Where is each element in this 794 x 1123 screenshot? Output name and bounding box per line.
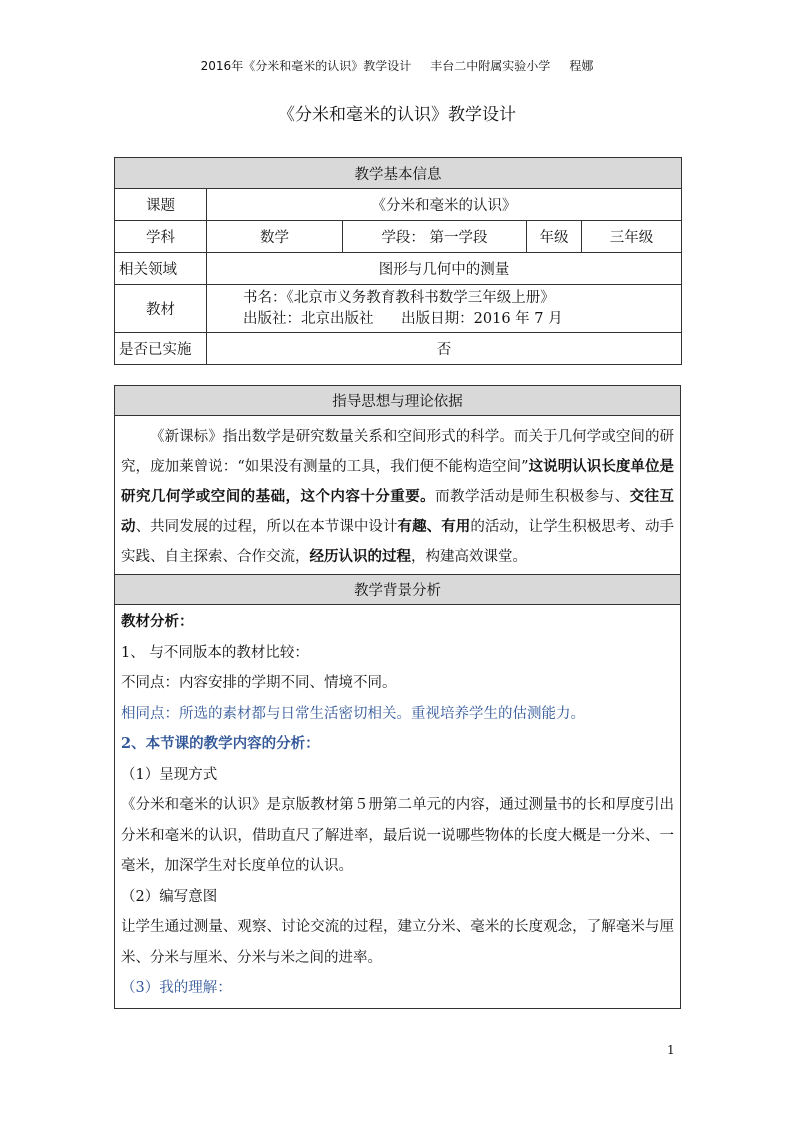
- topic-value: 《分米和毫米的认识》: [207, 189, 682, 221]
- basic-info-table: [114, 157, 682, 365]
- guide-heading: 指导思想与理论依据: [115, 386, 681, 416]
- compare-title: 1、 与不同版本的教材比较：: [121, 644, 309, 661]
- content-analysis-title: 2、本节课的教学内容的分析：: [121, 735, 320, 752]
- grade-label: 年级: [527, 221, 582, 253]
- grade-value: 三年级: [582, 221, 682, 253]
- textbook-label: 教材: [115, 285, 207, 333]
- page-header: 2016年《分米和毫米的认识》教学设计 丰台二中附属实验小学 程娜: [200, 59, 594, 73]
- document-title: 《分米和毫米的认识》教学设计: [278, 105, 516, 125]
- guide-paragraph: [115, 416, 681, 575]
- implemented-value: 否: [207, 333, 682, 365]
- difference-text: 不同点：内容安排的学期不同、情境不同。: [121, 675, 397, 691]
- guide-bold-3: 有趣、有用: [397, 518, 471, 535]
- guide-text-2: 而教学活动是师生积极参与、: [435, 489, 630, 505]
- page-number: 1: [667, 1043, 675, 1057]
- presentation-subtitle: （1）呈现方式: [121, 766, 218, 783]
- guide-text-3: 、共同发展的过程，所以在本节课中设计: [135, 519, 398, 535]
- field-label: 相关领域: [115, 253, 207, 285]
- implemented-label: 是否已实施: [115, 333, 207, 365]
- textbook-name: 书名：《北京市义务教育教科书数学三年级上册》: [243, 289, 555, 306]
- topic-label: 课题: [115, 189, 207, 221]
- subject-value: 数学: [207, 221, 343, 253]
- subject-label: 学科: [115, 221, 207, 253]
- guide-bg-table: [114, 385, 681, 1009]
- presentation-text: 《分米和毫米的认识》是京版教材第５册第二单元的内容，通过测量书的长和厚度引出分米和毫米的认识，借助直尺了解进率，最后说一说哪些物体的长度大概是一分米、一毫米，加深学生对长度单位的认识。: [121, 797, 674, 874]
- field-value: 图形与几何中的测量: [207, 253, 682, 285]
- intent-subtitle: （2）编写意图: [121, 888, 218, 905]
- stage-value: 第一学段: [429, 230, 488, 246]
- intent-text: 让学生通过测量、观察、讨论交流的过程，建立分米、毫米的长度观念，了解毫米与厘米、分米与厘米、分米与米之间的进率。: [121, 919, 674, 966]
- basic-info-heading: 教学基本信息: [115, 158, 682, 189]
- guide-bold-2: 交往互动: [121, 488, 675, 535]
- stage-label: 学段：: [381, 230, 425, 246]
- guide-bold-1: 这说明认识长度单位是研究几何学或空间的基础，这个内容十分重要。: [121, 458, 675, 505]
- background-heading: 教学背景分析: [115, 575, 681, 605]
- textbook-publisher: 出版社：北京出版社 出版日期：2016 年 7 月: [243, 310, 563, 327]
- similarity-text: 相同点：所选的素材都与日常生活密切相关。重视培养学生的估测能力。: [121, 705, 585, 722]
- guide-text-4: 的活动，让学生积极思考、动手实践、自主探索、合作交流，: [121, 519, 675, 565]
- material-analysis-title: 教材分析：: [121, 613, 194, 630]
- understanding-subtitle: （3）我的理解：: [121, 980, 232, 996]
- guide-text-5: ，构建高效课堂。: [411, 549, 527, 565]
- stage-cell: [343, 221, 527, 253]
- textbook-info: [207, 285, 682, 333]
- background-content: [115, 605, 681, 1009]
- guide-text-1: 《新课标》指出数学是研究数量关系和空间形式的科学。而关于几何学或空间的研究，庞加莱曾说：“如果没有测量的工具，我们便不能构造空间”: [121, 429, 674, 475]
- guide-bold-4: 经历认识的过程: [309, 548, 411, 565]
